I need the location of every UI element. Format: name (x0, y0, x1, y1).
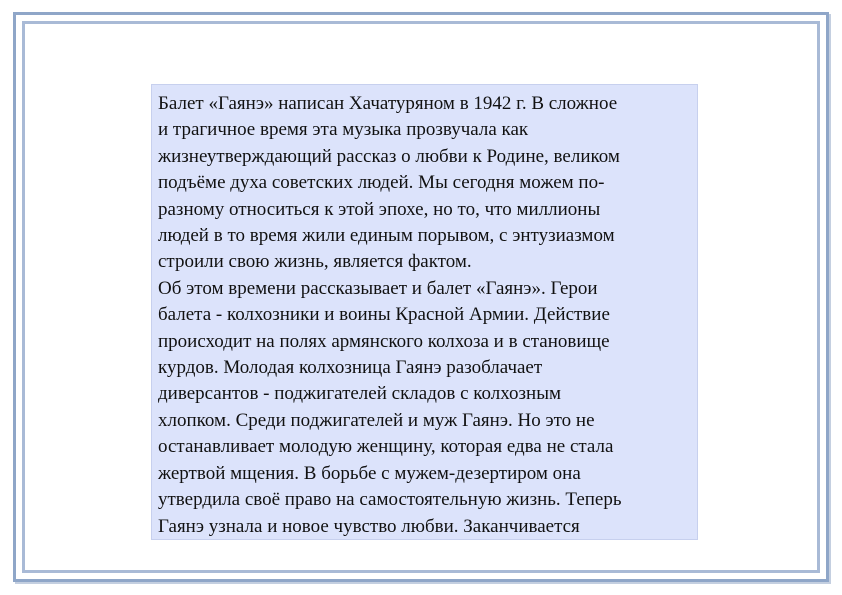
text-line: Балет «Гаянэ» написан Хачатуряном в 1942 г. В сложное (158, 93, 618, 114)
text-line: разному относиться к этой эпохе, но то, что миллионы (158, 198, 601, 220)
text-line: Гаянэ узнала и новое чувство любви. Заканчивается (158, 515, 580, 537)
text-line: строили свою жизнь, является фактом. (158, 251, 472, 273)
text-line: жизнеутверждающий рассказ о любви к Родине, великом (158, 145, 620, 167)
text-line: диверсантов - поджигателей складов с колхозным (158, 383, 562, 405)
text-line: людей в то время жили единым порывом, с энтузиазмом (158, 225, 615, 247)
text-line: Об этом времени рассказывает и балет «Гаянэ». Герои (158, 277, 598, 299)
text-line: останавливает молодую женщину, которая едва не стала (158, 436, 614, 458)
text-line: хлопком. Среди поджигателей и муж Гаянэ. Но это не (158, 409, 595, 431)
text-box (151, 84, 698, 540)
text-line: происходит на полях армянского колхоза и в становище (158, 330, 610, 352)
text-line: курдов. Молодая колхозница Гаянэ разоблачает (158, 357, 543, 379)
text-line: жертвой мщения. В борьбе с мужем-дезертиром она (158, 462, 581, 484)
text-line: и трагичное время эта музыка прозвучала как (158, 119, 529, 141)
text-line: балета - колхозники и воины Красной Армии. Действие (158, 304, 610, 326)
text-line: подъёме духа советских людей. Мы сегодня можем по- (158, 172, 605, 194)
text-line: утвердила своё право на самостоятельную жизнь. Теперь (158, 489, 622, 511)
paragraph-1 (158, 91, 693, 276)
paragraph-2 (158, 276, 693, 540)
